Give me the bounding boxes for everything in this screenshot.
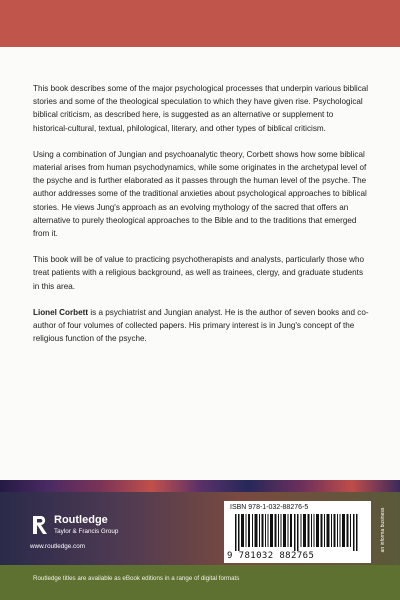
author-bio-text: is a psychiatrist and Jungian analyst. He is the author of seven books and co-author of four volumes of collected papers. His primary interest is in Jung's concept of the religious function of the psyche. — [33, 307, 369, 344]
description-paragraph-3: This book will be of value to practicing psychotherapists and analysts, particularly those who treat patients with a religious background, as well as trainees, clergy, and graduate students in this area. — [33, 255, 365, 291]
publisher-url: www.routledge.com — [30, 543, 85, 550]
informa-side-text: an informa business — [380, 507, 386, 553]
publisher-name: Routledge — [54, 514, 108, 526]
isbn-label: ISBN 978-1-032-88276-5 — [230, 504, 309, 511]
author-name: Lionel Corbett — [33, 307, 89, 317]
description-paragraph-2: Using a combination of Jungian and psychoanalytic theory, Corbett shows how some biblical material arises from human psychodynamics, while some originates in the archetypal level of the psyche and is further elaborated as it passes through the human level of the psyche. The author addresses some of the traditional anxieties about psychological approaches to biblical stories. He views Jung's approach as an evolving mythology of the sacred that offers an alternative to purely theological approaches to the Bible and to the traditions that emerged from it. — [33, 149, 367, 239]
book-description — [33, 82, 369, 358]
isbn-barcode — [224, 501, 371, 563]
footer-band — [0, 565, 400, 600]
decorative-gradient-band — [0, 480, 400, 492]
description-paragraph-1: This book describes some of the major psychological processes that underpin various biblical stories and some of the theological speculation to which they have given rise. Psychological biblical criticism, as described here, is suggested as an alternative or supplement to historical-cultural, textual, philological, literary, and other types of biblical criticism. — [33, 84, 369, 133]
informa-side-logo — [376, 500, 390, 560]
barcode-graphic — [229, 514, 365, 551]
author-bio — [33, 306, 369, 346]
footer-note: Routledge titles are available as eBook editions in a range of digital formats — [33, 575, 240, 582]
barcode-digits: 9 781032 882765 — [227, 551, 315, 561]
top-color-band — [0, 0, 400, 47]
publisher-logo — [30, 512, 170, 554]
publisher-group: Taylor & Francis Group — [54, 528, 119, 535]
routledge-r-icon — [30, 514, 50, 536]
